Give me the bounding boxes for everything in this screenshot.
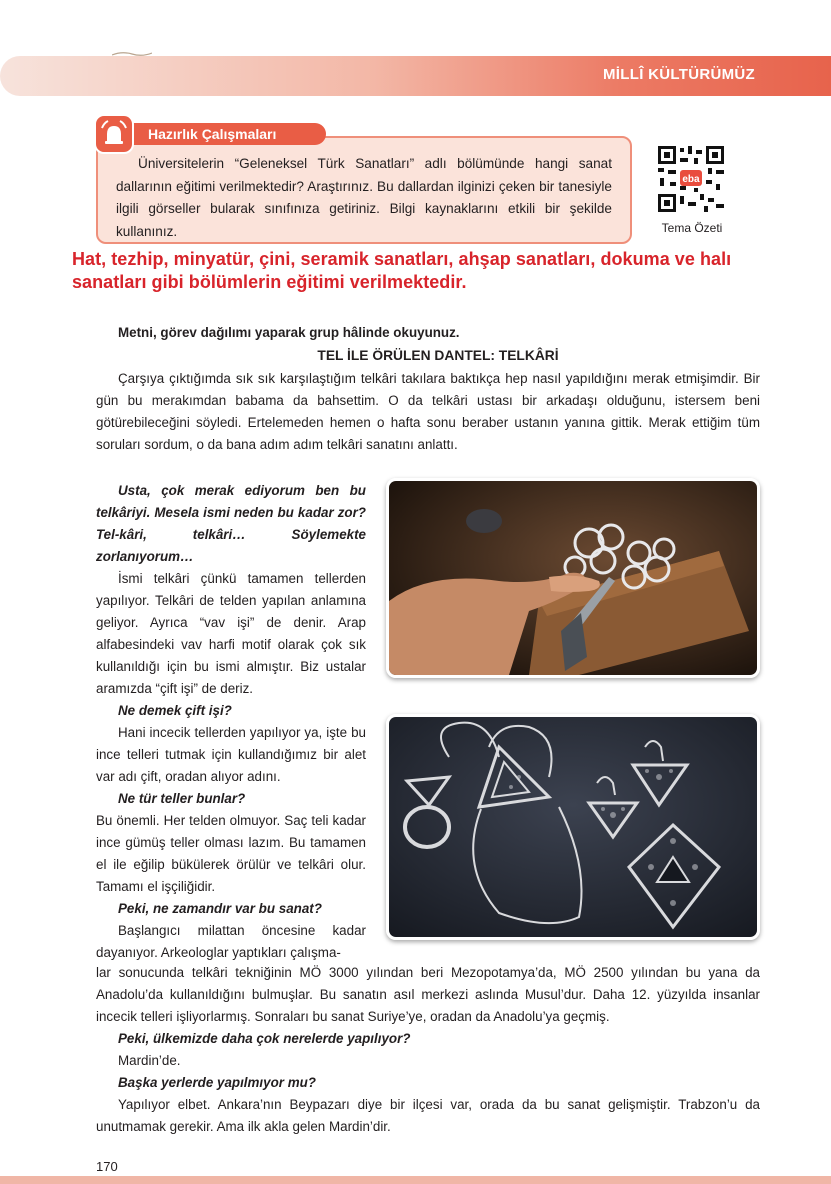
question-3: Ne tür teller bunlar? xyxy=(118,791,246,806)
footer-bar xyxy=(0,1176,831,1184)
craftsman-illustration xyxy=(389,481,757,675)
question-4: Peki, ne zamandır var bu sanat? xyxy=(118,901,322,916)
question-1: Usta, çok merak ediyorum ben bu telkâriyi. Mesela ismi neden bu kadar zor? Tel-kâri, telkâri… Söylemekte zorlanıyorum… xyxy=(96,483,366,564)
dialogue-column xyxy=(96,480,366,964)
section-title: MİLLÎ KÜLTÜRÜMÜZ xyxy=(603,66,755,83)
qr-code-icon[interactable] xyxy=(658,146,724,212)
answer-6: Yapılıyor elbet. Ankara’nın Beypazarı diye bir ilçesi var, orada da bu sanat gelişmiştir. Trabzon’u da unutmamak gerekir. Ama ilk akla gelen Mardin’dir. xyxy=(96,1097,760,1134)
preparation-text: Üniversitelerin “Geleneksel Türk Sanatları” adlı bölümünde hangi sanat dallarının eğitimi verilmektedir? Araştırınız. Bu dallardan ilginizi çeken bir tanesiyle ilgili görseller bularak sınıfınıza getiriniz. Bilgi kaynaklarını etkili bir şekilde kullanınız. xyxy=(116,156,612,239)
alarm-bell-icon xyxy=(94,114,134,154)
answer-5: Mardin’de. xyxy=(118,1053,181,1068)
qr-caption: Tema Özeti xyxy=(661,221,723,235)
reading-instruction: Metni, görev dağılımı yaparak grup hâlinde okuyunuz. xyxy=(118,325,460,340)
answer-3: Bu önemli. Her telden olmuyor. Saç teli kadar ince gümüş teller olması lazım. Bu tamamen el ile eğilip bükülerek örülür ve telkâri olur. Tamamı el işçiliğidir. xyxy=(96,813,366,894)
svg-text:eba: eba xyxy=(682,174,700,185)
answer-2: Hani incecik tellerden yapılıyor ya, işte bu ince telleri tutmak için kullandığımız bir alet var adı çift, oradan alıyor adını. xyxy=(96,725,366,784)
question-6: Başka yerlerde yapılmıyor mu? xyxy=(118,1075,316,1090)
preparation-label: Hazırlık Çalışmaları xyxy=(148,126,277,142)
craftsman-photo xyxy=(386,478,760,678)
answer-1: İsmi telkâri çünkü tamamen tellerden yapılıyor. Telkâri de telden yapılan anlamına geliyor. Ayrıca “vav işi” de denir. Arap alfabesindeki vav harfi motif olarak çok sık kullanıldığı için bu ismi almıştır. Biz ustalar aramızda “çift işi” de deriz. xyxy=(96,571,366,696)
dialogue-continuation xyxy=(96,962,760,1138)
answer-4-start: Başlangıcı milattan öncesine kadar dayanıyor. Arkeologlar yaptıkları çalışma- xyxy=(96,923,366,960)
jewelry-photo xyxy=(386,714,760,940)
question-5: Peki, ülkemizde daha çok nerelerde yapılıyor? xyxy=(118,1031,411,1046)
question-2: Ne demek çift işi? xyxy=(118,703,232,718)
article-title: TEL İLE ÖRÜLEN DANTEL: TELKÂRİ xyxy=(317,348,559,363)
jewelry-illustration xyxy=(389,717,757,937)
answer-4-end: lar sonucunda telkâri tekniğinin MÖ 3000 yılından beri Mezopotamya’da, MÖ 2500 yılından bu yana da Anadolu’da kullanıldığını bulmuşlar. Bu sanatın asıl merkezi aslında Musul’dur. Daha 12. yüzyılda insanlar incecik telleri işliyorlarmış. Sonraları bu sanat Suriye’ye, oradan da Anadolu’ya geçmiş. xyxy=(96,965,760,1024)
intro-paragraph: Çarşıya çıktığımda sık sık karşılaştığım telkâri takılara baktıkça hep nasıl yapıldığını merak etmişimdir. Bir gün bu merakımdan babama da bahsettim. O da telkâri ustası bir arkadaşı olduğunu, istersem beni götürebileceğini söyledi. Ertelemeden hemen o hafta sonu beraber ustanın yanına gittik. Merak ettiğim tüm soruları sordum, o da bana adım adım telkâri sanatını anlattı. xyxy=(96,371,760,452)
answer-text: Hat, tezhip, minyatür, çini, seramik sanatları, ahşap sanatları, dokuma ve halı sanatları gibi bölümlerin eğitimi verilmektedir. xyxy=(72,249,732,292)
page-number: 170 xyxy=(96,1159,118,1174)
